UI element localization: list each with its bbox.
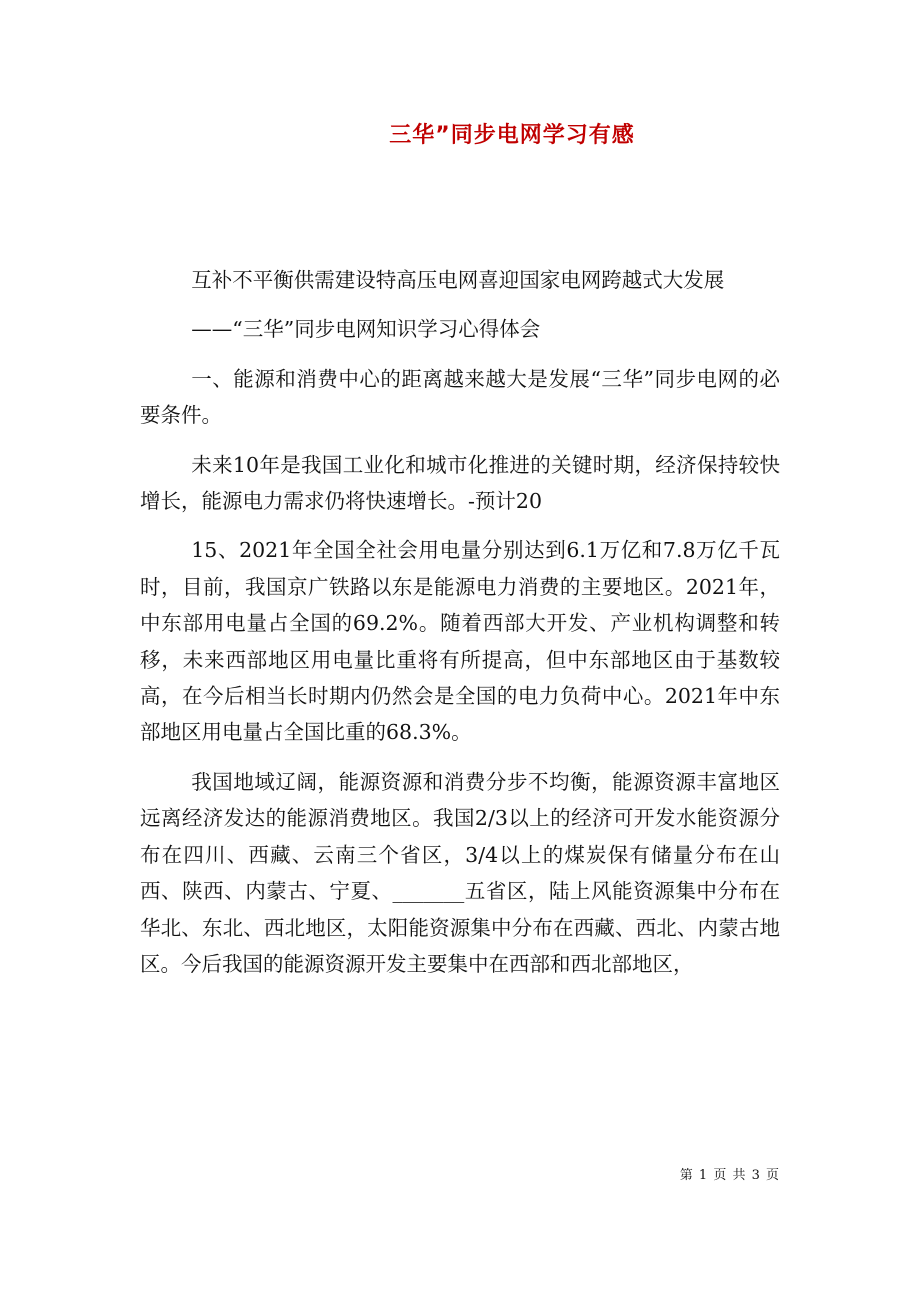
paragraph-dash-subtitle: ——“三华”同步电网知识学习心得体会 [191,317,541,342]
paragraph-electricity-consumption: 15、2021年全国全社会用电量分别达到6.1万亿和7.8万亿千瓦时，目前，我国京广铁路以东是能源电力消费的主要地区。2021年，中东部用电量占全国的69.2%。随着西部大开发、产业机构调整和转移，未来西部地区用电量比重将有所提高，但中东部地区由于基数较高，在今后相当长时期内仍然会是全国的电力负荷中心。2021年中东部地区用电量占全国比重的68.3%。 [140,538,780,745]
paragraph-intro: 未来10年是我国工业化和城市化推进的关键时期，经济保持较快增长，能源电力需求仍将快速增长。-预计20 [140,452,780,514]
paragraph-section-heading: 一、能源和消费中心的距离越来越大是发展“三华”同步电网的必要条件。 [140,366,780,428]
paragraph-resource-distribution: 我国地域辽阔，能源资源和消费分步不均衡，能源资源丰富地区远离经济发达的能源消费地区。我国2/3以上的经济可开发水能资源分布在四川、西藏、云南三个省区，3/4以上的煤炭保有储量分布在山西、陕西、内蒙古、宁夏、_______五省区，陆上风能资源集中分布在华北、东北、西北地区，太阳能资源集中分布在西藏、西北、内蒙古地区。今后我国的能源资源开发主要集中在西部和西北部地区， [140,769,780,976]
page-number-footer: 第 1 页 共 3 页 [679,1168,780,1183]
paragraph-subtitle: 互补不平衡供需建设特高压电网喜迎国家电网跨越式大发展 [191,268,725,292]
document-body [140,262,780,982]
document-title: 三华”同步电网学习有感 [389,123,635,148]
